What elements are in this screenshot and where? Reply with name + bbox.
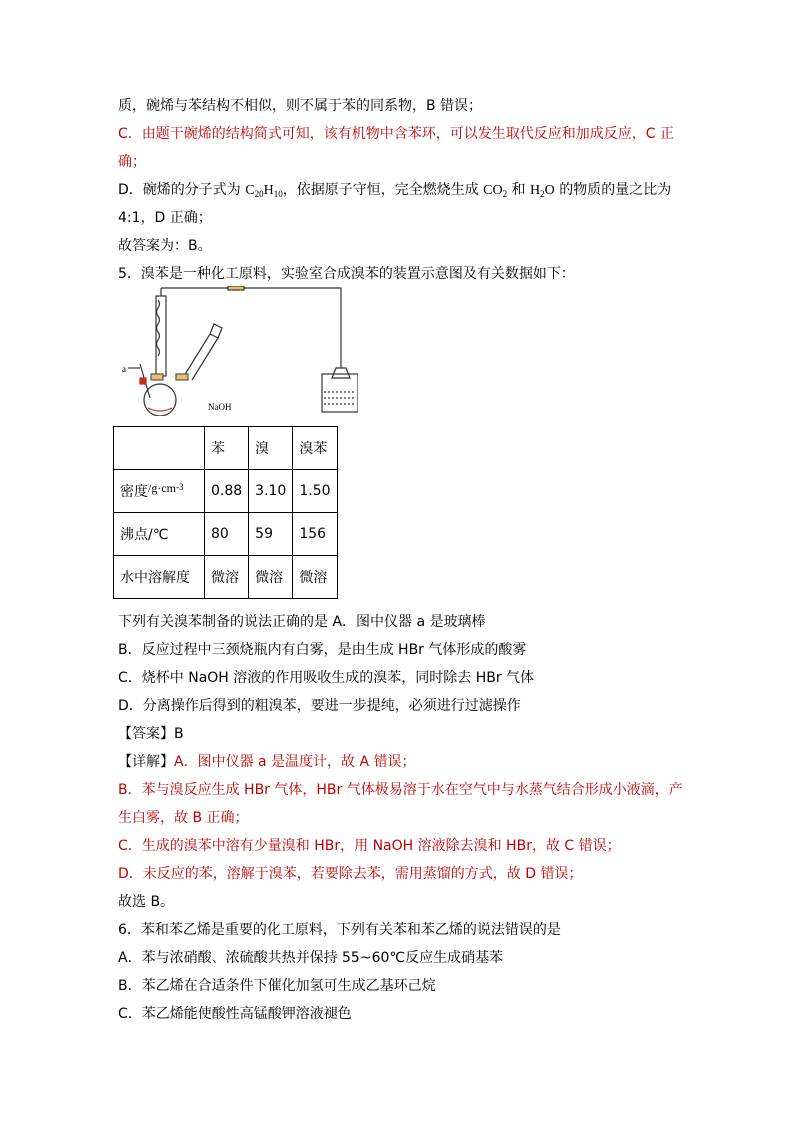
table-cell: 59 xyxy=(249,513,293,556)
table-row xyxy=(114,470,338,513)
answer-line: 【答案】B xyxy=(118,726,184,742)
table-cell xyxy=(114,427,205,470)
table-cell: 156 xyxy=(293,513,337,556)
dropping-funnel xyxy=(184,334,218,380)
label-naoh: NaOH xyxy=(208,402,232,412)
text-segment: 的物质的量之比为 xyxy=(554,182,672,198)
formula-co2: $CO_2$ xyxy=(483,183,508,199)
table-cell: 80 xyxy=(205,513,249,556)
text-line: B．苯乙烯在合适条件下催化加氢可生成乙基环己烷 xyxy=(118,978,436,994)
text-segment: 和 xyxy=(507,182,531,198)
formula-line xyxy=(118,180,671,204)
explanation-line xyxy=(118,752,416,772)
table-cell: 微溶 xyxy=(249,556,293,599)
data-table xyxy=(113,426,338,599)
table-cell: 密度$/g\cdot cm^{-3}$ xyxy=(114,470,205,513)
inverted-funnel xyxy=(332,368,350,378)
label-a: a xyxy=(122,364,126,374)
text-line: 确； xyxy=(118,154,146,170)
table-cell: 溴苯 xyxy=(293,427,337,470)
text-line: B．反应过程中三颈烧瓶内有白雾，是由生成 HBr 气体形成的酸雾 xyxy=(118,642,527,658)
question-5-stem: 5．溴苯是一种化工原料，实验室合成溴苯的装置示意图及有关数据如下： xyxy=(118,266,575,282)
tube-connector xyxy=(228,286,244,290)
text-line: 质，碗烯与苯结构不相似，则不属于苯的同系物，B 错误； xyxy=(118,98,483,114)
table-row xyxy=(114,513,338,556)
text-line: 4:1，D 正确； xyxy=(118,210,212,226)
table-cell: 苯 xyxy=(205,427,249,470)
bromobenzene-apparatus-diagram xyxy=(118,286,358,416)
condenser-coil xyxy=(157,300,160,356)
text-segment: A．图中仪器 a 是温度计，故 A 错误； xyxy=(174,754,416,770)
text-line: 下列有关溴苯制备的说法正确的是 A．图中仪器 a 是玻璃棒 xyxy=(118,614,486,630)
text-line: D．分离操作后得到的粗溴苯，要进一步提纯，必须进行过滤操作 xyxy=(118,698,521,714)
table-header-row xyxy=(114,427,338,470)
gas-outlet-tube xyxy=(161,288,341,368)
explanation-label: 【详解】 xyxy=(118,754,174,770)
text-segment: D．碗烯的分子式为 xyxy=(118,182,246,198)
text-line: C．生成的溴苯中溶有少量溴和 HBr，用 NaOH 溶液除去溴和 HBr，故 C 错误； xyxy=(118,838,621,854)
beaker xyxy=(322,374,358,412)
table-row xyxy=(114,556,338,599)
table-cell: 1.50 xyxy=(293,470,337,513)
text-line: D．未反应的苯，溶解于溴苯，若要除去苯，需用蒸馏的方式，故 D 错误； xyxy=(118,866,583,882)
table-cell: 微溶 xyxy=(205,556,249,599)
text-line: C．烧杯中 NaOH 溶液的作用吸收生成的溴苯，同时除去 HBr 气体 xyxy=(118,670,535,686)
formula-c20h10: $C_{20}H_{10}$ xyxy=(245,183,283,199)
text-line: B．苯与溴反应生成 HBr 气体，HBr 气体极易溶于水在空气中与水蒸气结合形成小液滴，产 xyxy=(118,782,683,798)
table-cell: 0.88 xyxy=(205,470,249,513)
table-cell: 水中溶解度 xyxy=(114,556,205,599)
table-cell: 沸点/℃ xyxy=(114,513,205,556)
table-cell: 溴 xyxy=(249,427,293,470)
text-line: A．苯与浓硝酸、浓硫酸共热并保持 55~60℃反应生成硝基苯 xyxy=(118,950,504,966)
formula-h2o: $H_2O$ xyxy=(530,183,555,199)
table-cell: 3.10 xyxy=(249,470,293,513)
table-cell: 微溶 xyxy=(293,556,337,599)
text-line: C．苯乙烯能使酸性高锰酸钾溶液褪色 xyxy=(118,1006,352,1022)
text-line: 生白雾，故 B 正确； xyxy=(118,810,249,826)
text-line: C．由题干碗烯的结构简式可知，该有机物中含苯环，可以发生取代反应和加成反应，C 正 xyxy=(118,126,674,142)
question-6-stem: 6．苯和苯乙烯是重要的化工原料，下列有关苯和苯乙烯的说法错误的是 xyxy=(118,922,561,938)
text-line: 故答案为：B。 xyxy=(118,238,212,254)
text-segment: ，依据原子守恒，完全燃烧生成 xyxy=(282,182,484,198)
text-line: 故选 B。 xyxy=(118,894,175,910)
